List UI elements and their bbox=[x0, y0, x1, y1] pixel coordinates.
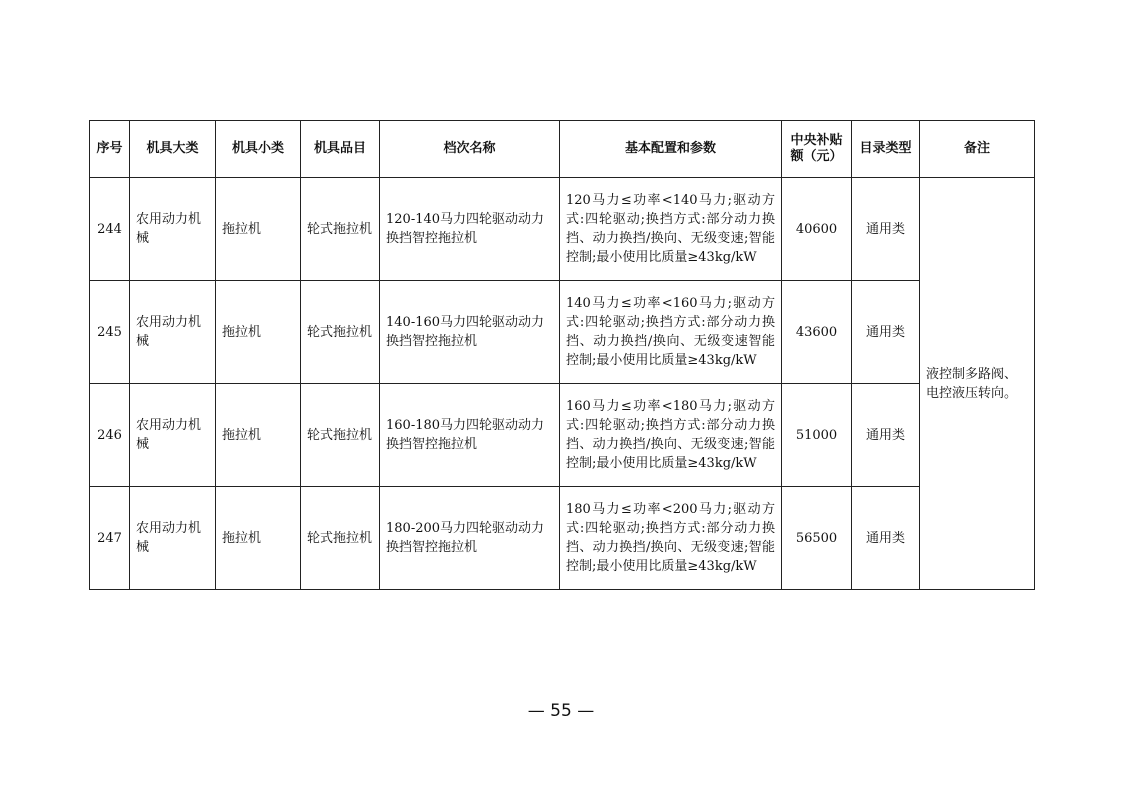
cell-subsidy: 51000 bbox=[782, 384, 852, 487]
cell-subsidy: 43600 bbox=[782, 281, 852, 384]
cell-config: 160马力≤功率<180马力;驱动方式:四轮驱动;换挡方式:部分动力换挡、动力换挡/换向、无级变速;智能控制;最小使用比质量≥43kg/kW bbox=[560, 384, 782, 487]
table-row bbox=[90, 487, 1035, 590]
cell-subcategory: 拖拉机 bbox=[216, 281, 301, 384]
cell-item: 轮式拖拉机 bbox=[301, 487, 380, 590]
cell-category: 农用动力机械 bbox=[130, 384, 216, 487]
cell-subcategory: 拖拉机 bbox=[216, 178, 301, 281]
cell-grade: 120-140马力四轮驱动动力换挡智控拖拉机 bbox=[380, 178, 560, 281]
cell-item: 轮式拖拉机 bbox=[301, 281, 380, 384]
cell-subsidy: 56500 bbox=[782, 487, 852, 590]
cell-grade: 140-160马力四轮驱动动力换挡智控拖拉机 bbox=[380, 281, 560, 384]
header-config: 基本配置和参数 bbox=[560, 121, 782, 178]
cell-type: 通用类 bbox=[852, 384, 920, 487]
cell-subsidy: 40600 bbox=[782, 178, 852, 281]
cell-grade: 180-200马力四轮驱动动力换挡智控拖拉机 bbox=[380, 487, 560, 590]
cell-category: 农用动力机械 bbox=[130, 281, 216, 384]
header-remark: 备注 bbox=[920, 121, 1035, 178]
cell-subcategory: 拖拉机 bbox=[216, 487, 301, 590]
cell-config: 180马力≤功率<200马力;驱动方式:四轮驱动;换挡方式:部分动力换挡、动力换挡/换向、无级变速;智能控制;最小使用比质量≥43kg/kW bbox=[560, 487, 782, 590]
table-header-row bbox=[90, 121, 1035, 178]
header-subsidy: 中央补贴额（元） bbox=[782, 121, 852, 178]
header-seq: 序号 bbox=[90, 121, 130, 178]
cell-seq: 244 bbox=[90, 178, 130, 281]
header-category: 机具大类 bbox=[130, 121, 216, 178]
cell-seq: 245 bbox=[90, 281, 130, 384]
table-row bbox=[90, 178, 1035, 281]
header-item: 机具品目 bbox=[301, 121, 380, 178]
header-type: 目录类型 bbox=[852, 121, 920, 178]
cell-item: 轮式拖拉机 bbox=[301, 384, 380, 487]
header-grade: 档次名称 bbox=[380, 121, 560, 178]
cell-grade: 160-180马力四轮驱动动力换挡智控拖拉机 bbox=[380, 384, 560, 487]
cell-remark: 液控制多路阀、电控液压转向。 bbox=[920, 178, 1035, 590]
table-row bbox=[90, 384, 1035, 487]
cell-config: 120马力≤功率<140马力;驱动方式:四轮驱动;换挡方式:部分动力换挡、动力换挡/换向、无级变速;智能控制;最小使用比质量≥43kg/kW bbox=[560, 178, 782, 281]
cell-type: 通用类 bbox=[852, 178, 920, 281]
header-subcategory: 机具小类 bbox=[216, 121, 301, 178]
cell-type: 通用类 bbox=[852, 281, 920, 384]
cell-seq: 246 bbox=[90, 384, 130, 487]
table-row bbox=[90, 281, 1035, 384]
cell-seq: 247 bbox=[90, 487, 130, 590]
cell-subcategory: 拖拉机 bbox=[216, 384, 301, 487]
cell-item: 轮式拖拉机 bbox=[301, 178, 380, 281]
cell-category: 农用动力机械 bbox=[130, 178, 216, 281]
subsidy-table bbox=[89, 120, 1035, 590]
cell-category: 农用动力机械 bbox=[130, 487, 216, 590]
cell-type: 通用类 bbox=[852, 487, 920, 590]
page-number: — 55 — bbox=[527, 701, 595, 721]
cell-config: 140马力≤功率<160马力;驱动方式:四轮驱动;换挡方式:部分动力换挡、动力换挡/换向、无级变速智能控制;最小使用比质量≥43kg/kW bbox=[560, 281, 782, 384]
